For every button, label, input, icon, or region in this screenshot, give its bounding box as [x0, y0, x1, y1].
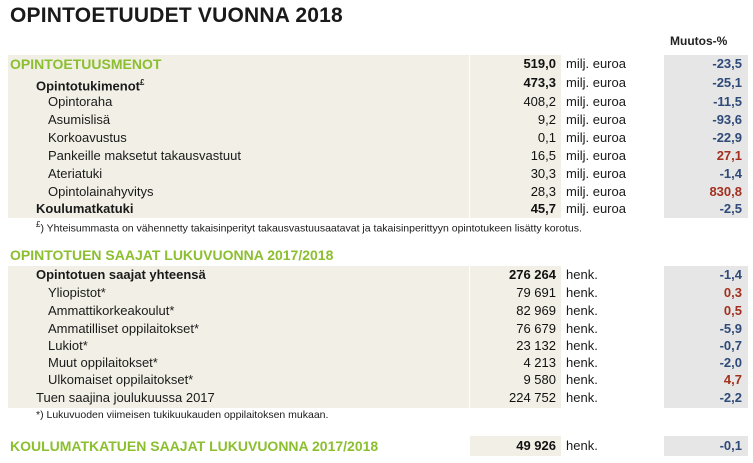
table-row	[0, 183, 753, 201]
table-row	[0, 389, 753, 407]
row-value: 0,1	[537, 130, 556, 145]
row-label: Yliopistot*	[48, 285, 106, 300]
table-row	[0, 111, 753, 129]
koulumatka-change: -0,1	[719, 438, 742, 453]
row-value: 45,7	[530, 201, 556, 216]
row-unit: henk.	[566, 390, 598, 405]
row-unit: milj. euroa	[566, 148, 626, 163]
row-change: -5,9	[719, 321, 742, 336]
row-unit: milj. euroa	[566, 130, 626, 145]
row-label: Korkoavustus	[48, 130, 127, 145]
table-row	[0, 371, 753, 389]
table-row	[0, 93, 753, 111]
row-label: Lukiot*	[48, 338, 88, 353]
row-value: 16,5	[530, 148, 556, 163]
row-value: 79 691	[516, 285, 556, 300]
row-value: 23 132	[516, 338, 556, 353]
menot-total-value: 519,0	[523, 56, 556, 71]
row-change: -25,1	[712, 75, 742, 90]
row-label: Opintoraha	[48, 94, 113, 109]
table-row	[0, 266, 753, 284]
change-column-header: Muutos-%	[670, 34, 728, 48]
table-row	[0, 147, 753, 165]
row-label: Ateriatuki	[48, 166, 103, 181]
table-row	[0, 284, 753, 302]
koulumatka-unit: henk.	[566, 438, 598, 453]
row-unit: henk.	[566, 372, 598, 387]
row-unit: milj. euroa	[566, 184, 626, 199]
row-label: Ammatilliset oppilaitokset*	[48, 321, 200, 336]
row-label: Koulumatkatuki	[36, 201, 134, 216]
saajat-footnote: *) Lukuvuoden viimeisen tukikuukauden oppilaitoksen mukaan.	[36, 409, 329, 421]
row-change: 830,8	[709, 184, 742, 199]
row-change: 0,5	[723, 303, 742, 318]
row-change: -2,5	[719, 201, 742, 216]
koulumatka-heading: KOULUMATKATUEN SAAJAT LUKUVUONNA 2017/2018	[10, 438, 379, 454]
table-row	[0, 200, 753, 218]
row-change: 4,7	[723, 372, 742, 387]
row-label: Opintolainahyvitys	[48, 184, 154, 199]
row-unit: henk.	[566, 338, 598, 353]
row-change: -1,4	[719, 267, 742, 282]
row-value: 76 679	[516, 321, 556, 336]
row-value: 82 969	[516, 303, 556, 318]
row-label: Muut oppilaitokset*	[48, 355, 158, 370]
menot-total-change: -23,5	[712, 56, 742, 71]
row-unit: henk.	[566, 285, 598, 300]
row-unit: milj. euroa	[566, 201, 626, 216]
row-unit: henk.	[566, 355, 598, 370]
row-change: -93,6	[712, 112, 742, 127]
row-change: -22,9	[712, 130, 742, 145]
row-value: 9 580	[523, 372, 556, 387]
row-unit: milj. euroa	[566, 112, 626, 127]
row-change: 0,3	[723, 285, 742, 300]
row-unit: milj. euroa	[566, 94, 626, 109]
table-row	[0, 165, 753, 183]
row-label: Ulkomaiset oppilaitokset*	[48, 372, 194, 387]
row-value: 9,2	[537, 112, 556, 127]
row-label: Opintotuen saajat yhteensä	[36, 267, 206, 282]
row-change: -0,7	[719, 338, 742, 353]
table-row	[0, 354, 753, 372]
row-label: Tuen saajina joulukuussa 2017	[36, 390, 215, 405]
row-change: -1,4	[719, 166, 742, 181]
koulumatka-row	[0, 437, 753, 455]
row-value: 4 213	[523, 355, 556, 370]
table-row	[0, 320, 753, 338]
row-value: 473,3	[523, 75, 556, 90]
row-unit: henk.	[566, 303, 598, 318]
table-row	[0, 337, 753, 355]
row-label: Ammattikorkeakoulut*	[48, 303, 175, 318]
row-value: 408,2	[523, 94, 556, 109]
saajat-heading: OPINTOTUEN SAAJAT LUKUVUONNA 2017/2018	[10, 247, 334, 263]
row-value: 30,3	[530, 166, 556, 181]
page-title: OPINTOETUUDET VUONNA 2018	[10, 4, 343, 27]
menot-heading: OPINTOETUUSMENOT	[10, 56, 162, 72]
row-unit: henk.	[566, 321, 598, 336]
table-row	[0, 74, 753, 92]
row-change: 27,1	[716, 148, 742, 163]
menot-footnote: £) Yhteisummasta on vähennetty takaisinperityt takausvastuusaatavat ja takaisinperittyyn opintotukeen lisätty korotus.	[36, 220, 582, 235]
row-unit: henk.	[566, 267, 598, 282]
menot-total-row	[0, 55, 753, 73]
table-row	[0, 302, 753, 320]
row-label: Opintotukimenot£	[36, 78, 145, 94]
row-value: 276 264	[509, 267, 556, 282]
table-row	[0, 129, 753, 147]
row-change: -2,2	[719, 390, 742, 405]
row-label: Pankeille maksetut takausvastuut	[48, 148, 241, 163]
row-unit: milj. euroa	[566, 75, 626, 90]
koulumatka-value: 49 926	[516, 438, 556, 453]
row-unit: milj. euroa	[566, 166, 626, 181]
row-value: 28,3	[530, 184, 556, 199]
row-change: -11,5	[713, 94, 742, 109]
row-label: Asumislisä	[48, 112, 111, 127]
menot-total-unit: milj. euroa	[566, 56, 626, 71]
row-change: -2,0	[719, 355, 742, 370]
row-value: 224 752	[509, 390, 556, 405]
